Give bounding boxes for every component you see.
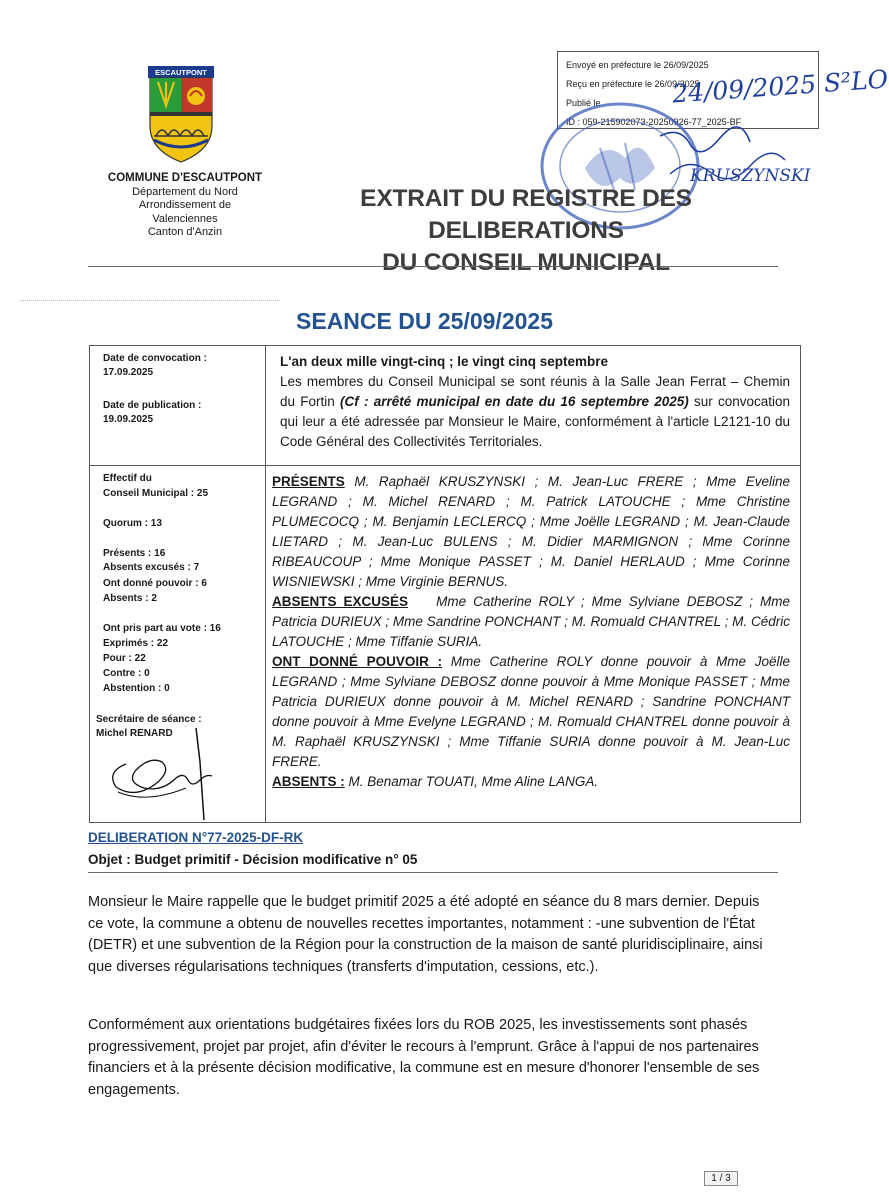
secretaire-name: Michel RENARD [96,728,173,739]
arrondissement: Arrondissement de [138,199,232,211]
pour-count: Pour : 22 [103,653,146,664]
publie-line: Publié le [566,98,601,108]
title-line-2: DU CONSEIL MUNICIPAL [382,249,670,276]
title-line-1: EXTRAIT DU REGISTRE DES DELIBERATIONS [360,185,692,244]
presents-count: Présents : 16 [103,548,166,559]
date-line: L'an deux mille vingt-cinq ; le vingt cinq septembre [280,354,609,369]
handwritten-mayor-name: KRUSZYNSKI [690,166,811,186]
attendance-details [272,472,794,792]
canton: Canton d'Anzin [147,226,223,238]
contre-count: Contre : 0 [103,668,150,679]
commune-name: COMMUNE D'ESCAUTPONT [107,172,263,184]
excuses-label: ABSENTS EXCUSÉS [272,594,409,609]
convocation-text-2: sur convocation qui leur a été adressée par Monsieur le Maire, conformément à l'article L2121-10 du Code Général des Collectivités Territoriales. [280,394,790,449]
seance-description [280,352,790,452]
excuses-list: Mme Catherine ROLY ; Mme Sylviane DEBOSZ ; Mme Patricia DURIEUX ; Mme Sandrine PONCHANT ; M. Romuald CHANTREL ; M. Cédric LATOUCHE ; Mme Tiffanie SURIA. [272,594,794,649]
pouvoir-list: Mme Catherine ROLY donne pouvoir à Mme Joëlle LEGRAND ; Mme Sylviane DEBOSZ donne pouvoir à Mme Monique PASSET ; Mme Patricia DURIEUX donne pouvoir à M. Michel RENARD ; Sandrine PONCHANT donne pouvoir à Mme Evelyne LEGRAND ; M. Romuald CHANTREL donne pouvoir à M. Raphaël KRUSZYNSKI ; Mme Tiffanie SURIA donne pouvoir à M. Jean-Luc FRERE. [272,654,790,769]
secretaire-label: Secrétaire de séance : [96,714,202,725]
arrete-reference: (Cf : arrêté municipal en date du 16 septembre 2025) [340,394,689,409]
exprimes-count: Exprimés : 22 [103,638,169,649]
publication-label: Date de publication : [103,400,202,411]
table-column-divider [265,345,266,823]
page-number: 1 / 3 [704,1171,738,1186]
deliberation-objet: Objet : Budget primitif - Décision modificative n° 05 [88,852,418,867]
recu-line: Reçu en préfecture le 26/09/2025 [566,79,700,89]
table-row-divider [89,465,801,466]
commune-block [100,172,270,240]
absents-count: Absents : 2 [103,593,157,604]
seance-heading: SEANCE DU 25/09/2025 [296,308,553,334]
document-title [286,183,766,279]
objet-divider [88,872,778,873]
dotted-margin-line [20,300,280,301]
abstention-count: Abstention : 0 [103,683,170,694]
deliberation-number: DELIBERATION N°77-2025-DF-RK [88,830,304,845]
presents-label: PRÉSENTS [272,474,345,489]
effectif-label: Effectif du [103,473,152,484]
absents-label: ABSENTS : [272,774,345,789]
envoye-line: Envoyé en préfecture le 26/09/2025 [566,60,709,70]
vote-count: Ont pris part au vote : 16 [103,623,221,634]
body-paragraph-1: Monsieur le Maire rappelle que le budget primitif 2025 a été adopté en séance du 8 mars dernier. Depuis ce vote, la commune a obtenu de nouvelles recettes importantes, notamment : -une subvention de l'État (DETR) et une subvention de la Région pour la construction de la maison de santé pluridisciplinaire, ainsi que diverses régularisations techniques (transferts d'imputation, cessions, etc.). [88,894,763,975]
effectif-value: Conseil Municipal : 25 [103,488,209,499]
absents-list: M. Benamar TOUATI, Mme Aline LANGA. [344,774,599,789]
presents-list: M. Raphaël KRUSZYNSKI ; M. Jean-Luc FRERE ; Mme Eveline LEGRAND ; M. Michel RENARD ; M. Patrick LATOUCHE ; Mme Christine PLUMECOCQ ; M. Benjamin LECLERCQ ; Mme Joëlle LEGRAND ; M. Jean-Claude LIETARD ; M. Jean-Luc BULENS ; M. Didier MARMIGNON ; Mme Corinne RIBEAUCOUP ; Mme Monique PASSET ; M. Daniel HERLAUD ; Mme Corinne WISNIEWSKI ; Mme Virginie BERNUS. [272,474,790,589]
logo-banner-text: ESCAUTPONT [155,68,207,77]
convocation-date: 17.09.2025 [103,367,154,378]
header-divider [88,266,778,267]
publication-date: 19.09.2025 [103,414,154,425]
escautpont-coat-of-arms-logo [146,66,216,164]
quorum: Quorum : 13 [103,518,162,529]
id-line: ID : 059-215902073-20250926-77_2025-BF [566,117,742,127]
arrondissement-city: Valenciennes [152,212,218,225]
secretary-signature [96,722,226,822]
pouvoir-label: ONT DONNÉ POUVOIR : [272,654,443,669]
body-paragraph-2: Conformément aux orientations budgétaires fixées lors du ROB 2025, les investissements sont phasés progressivement, projet par projet, afin d'éviter le recours à l'emprunt. Grâce à l'appui de nos partenaires financiers et à la présente décision modificative, la commune est en mesure d'honorer l'ensemble de ses engagements. [88,1017,760,1098]
convocation-label: Date de convocation : [103,353,207,364]
handwritten-publication-date: 24/09/2025 S²LO [671,64,889,109]
pouvoir-count: Ont donné pouvoir : 6 [103,578,207,589]
absents-excuses-count: Absents excusés : 7 [103,562,200,573]
departement: Département du Nord [132,185,238,198]
convocation-text-1: Les membres du Conseil Municipal se sont réunis à la Salle Jean Ferrat – Chemin du Fortin [280,374,790,409]
